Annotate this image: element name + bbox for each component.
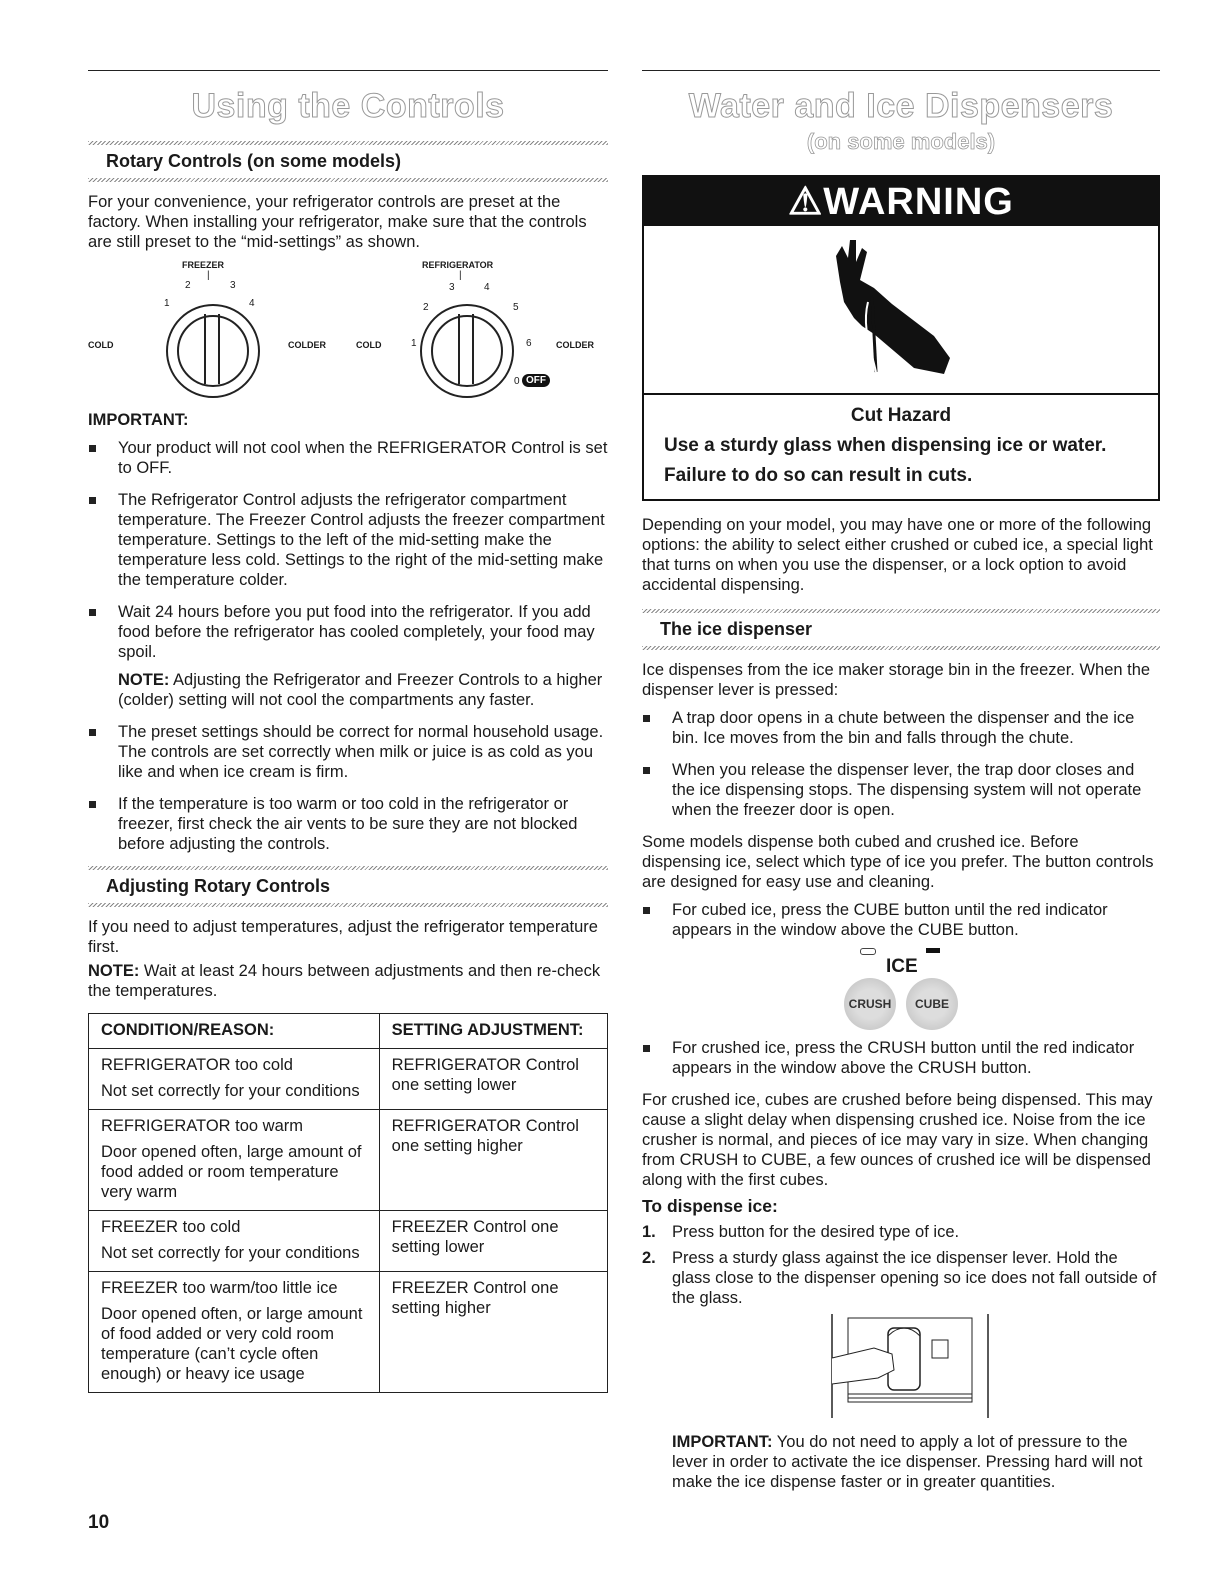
dispenser-intro: Depending on your model, you may have one or more of the following options: the ability to select either crushed or cubed ice, a special light that turns on when you use the dispenser, or a lock option to avoid accidental dispensing. — [642, 516, 1153, 594]
r-tick-5: 5 — [513, 302, 519, 313]
r-tick-1: 1 — [411, 338, 417, 349]
f-tick-2: 2 — [185, 280, 191, 291]
ice-panel-label: ICE — [886, 956, 918, 977]
warning-header: ⚠WARNING — [644, 177, 1158, 226]
dispense-heading: To dispense ice: — [642, 1196, 778, 1216]
adjustment-table — [88, 1013, 608, 1393]
crush-indicator — [860, 948, 876, 955]
adjusting-heading: Adjusting Rotary Controls — [106, 876, 330, 896]
refrigerator-dial[interactable] — [420, 304, 514, 398]
section-subtitle: (on some models) — [806, 129, 996, 154]
cube-button[interactable]: CUBE — [906, 978, 958, 1030]
section-title: Water and Ice Dispensers — [688, 87, 1114, 125]
important-note: IMPORTANT: You do not need to apply a lot of pressure to the lever in order to activate the ice dispenser. Pressing hard will not make the ice dispense faster or in greater quantities. — [672, 1433, 1143, 1491]
freezer-dial-label: FREEZER — [182, 260, 225, 270]
rotary-bullet-list — [88, 438, 608, 854]
hatch-divider — [642, 646, 1160, 650]
crush-button[interactable]: CRUSH — [844, 978, 896, 1030]
left-column — [88, 70, 608, 1393]
hatch-divider — [88, 178, 608, 182]
header-setting: SETTING ADJUSTMENT: — [379, 1014, 607, 1049]
list-item: 1. Press button for the desired type of ice. — [642, 1223, 960, 1241]
r-tick-2: 2 — [423, 302, 429, 313]
note: NOTE: Adjusting the Refrigerator and Freezer Controls to a higher (colder) setting will not cool the compartments any faster. — [118, 671, 603, 709]
warning-line-2: Failure to do so can result in cuts. — [664, 465, 973, 486]
list-item: The Refrigerator Control adjusts the refrigerator compartment temperature. The Freezer Control adjusts the freezer compartment temperature. Settings to the left of the mid-setting make the temperature less cold. Settings to the right of the mid-setting make the temperature colder. — [88, 490, 608, 590]
r-tick-0: 0 — [514, 376, 520, 387]
f-tick-1: 1 — [164, 298, 170, 309]
crush-bullet-list — [642, 1038, 1160, 1078]
f-tick-4: 4 — [249, 298, 255, 309]
r-tick-4: 4 — [484, 282, 490, 293]
warning-box — [642, 175, 1160, 501]
right-column — [642, 70, 1160, 1492]
top-rule — [88, 70, 608, 71]
models-text: Some models dispense both cubed and crushed ice. Before dispensing ice, select which type of ice you prefer. The button controls are designed for easy use and cleaning. — [642, 833, 1154, 891]
hatch-divider — [88, 903, 608, 907]
adjusting-note: NOTE: Wait at least 24 hours between adjustments and then re-check the temperatures. — [88, 962, 601, 1000]
list-item: For cubed ice, press the CUBE button until the red indicator appears in the window above the CUBE button. — [642, 900, 1160, 940]
glass-at-dispenser-icon — [642, 1314, 1160, 1424]
table-row: REFRIGERATOR too cold Not set correctly for your conditions REFRIGERATOR Control one setting lower — [89, 1049, 608, 1110]
page-number: 10 — [88, 1512, 110, 1533]
ice-intro: Ice dispenses from the ice maker storage bin in the freezer. When the dispenser lever is pressed: — [642, 661, 1151, 699]
r-tick-6: 6 — [526, 338, 532, 349]
cut-hazard-hand-icon — [644, 226, 1158, 395]
important-label: IMPORTANT: — [88, 411, 189, 429]
cube-indicator — [926, 948, 940, 953]
list-item: 2. Press a sturdy glass against the ice dispenser lever. Hold the glass close to the dispenser opening so ice does not fall outside of the glass. — [642, 1249, 1157, 1307]
rotary-dials-diagram: FREEZER REFRIGERATOR | | 1 2 3 4 COLD COLDER COLD 1 2 3 4 5 6 0 OFF COLDER — [88, 260, 608, 410]
freezer-dial[interactable] — [166, 304, 260, 398]
refrigerator-colder-label: COLDER — [556, 340, 594, 350]
crushed-text: For crushed ice, cubes are crushed before being dispensed. This may cause a slight delay when dispensing crushed ice. Noise from the ice crusher is normal, and pieces of ice may vary in size. When changing from CRUSH to CUBE, a few ounces of crushed ice will be dispensed along with the first cubes. — [642, 1091, 1153, 1189]
list-item: When you release the dispenser lever, the trap door closes and the ice dispensing stops. The dispensing system will not operate when the freezer door is open. — [642, 760, 1160, 820]
rotary-controls-heading: Rotary Controls (on some models) — [106, 151, 402, 171]
header-condition: CONDITION/REASON: — [89, 1014, 380, 1049]
list-item: For crushed ice, press the CRUSH button until the red indicator appears in the window above the CRUSH button. — [642, 1038, 1160, 1078]
table-row: FREEZER too cold Not set correctly for your conditions FREEZER Control one setting lower — [89, 1211, 608, 1272]
list-item: Wait 24 hours before you put food into the refrigerator. If you add food before the refrigerator has cooled completely, your food may spoil. NOTE: Adjusting the Refrigerator and Freezer Controls to a higher (colder) setting will not cool the compartments any faster. — [88, 602, 608, 710]
top-rule — [642, 70, 1160, 71]
list-item: The preset settings should be correct for normal household usage. The controls are set correctly when milk or juice is as cold as you like and when ice cream is firm. — [88, 722, 608, 782]
off-badge: OFF — [522, 374, 550, 387]
list-item: A trap door opens in a chute between the dispenser and the ice bin. Ice moves from the bin and falls through the chute. — [642, 708, 1160, 748]
rotary-intro: For your convenience, your refrigerator controls are preset at the factory. When installing your refrigerator, make sure that the controls are still preset to the “mid-settings” as shown. — [88, 193, 587, 251]
dispense-steps — [642, 1222, 1160, 1308]
f-tick-3: 3 — [230, 280, 236, 291]
freezer-cold-label: COLD — [88, 340, 114, 350]
table-row: FREEZER too warm/too little ice Door opened often, or large amount of food added or very cold room temperature (can’t cycle often enough) or heavy ice usage FREEZER Control one setting higher — [89, 1272, 608, 1393]
refrigerator-cold-label: COLD — [356, 340, 382, 350]
hazard-title: Cut Hazard — [850, 405, 952, 426]
r-tick-3: 3 — [449, 282, 455, 293]
list-item: If the temperature is too warm or too cold in the refrigerator or freezer, first check the air vents to be sure they are not blocked before adjusting the controls. — [88, 794, 608, 854]
table-row: REFRIGERATOR too warm Door opened often, large amount of food added or room temperature very warm REFRIGERATOR Control one setting higher — [89, 1110, 608, 1211]
cube-bullet-list — [642, 900, 1160, 940]
freezer-colder-label: COLDER — [288, 340, 326, 350]
adjusting-intro: If you need to adjust temperatures, adjust the refrigerator temperature first. — [88, 918, 598, 956]
warning-line-1: Use a sturdy glass when dispensing ice or water. — [664, 435, 1107, 456]
dispenser-illustration — [642, 1314, 1160, 1424]
warning-triangle-icon: ⚠ — [788, 181, 824, 223]
ice-button-panel — [642, 948, 1160, 1032]
list-item: Your product will not cool when the REFRIGERATOR Control is set to OFF. — [88, 438, 608, 478]
section-title: Using the Controls — [191, 87, 505, 125]
refrigerator-dial-label: REFRIGERATOR — [422, 260, 494, 270]
ice-dispenser-heading: The ice dispenser — [660, 619, 813, 639]
warning-text — [644, 395, 1158, 499]
ice-bullet-list — [642, 708, 1160, 820]
